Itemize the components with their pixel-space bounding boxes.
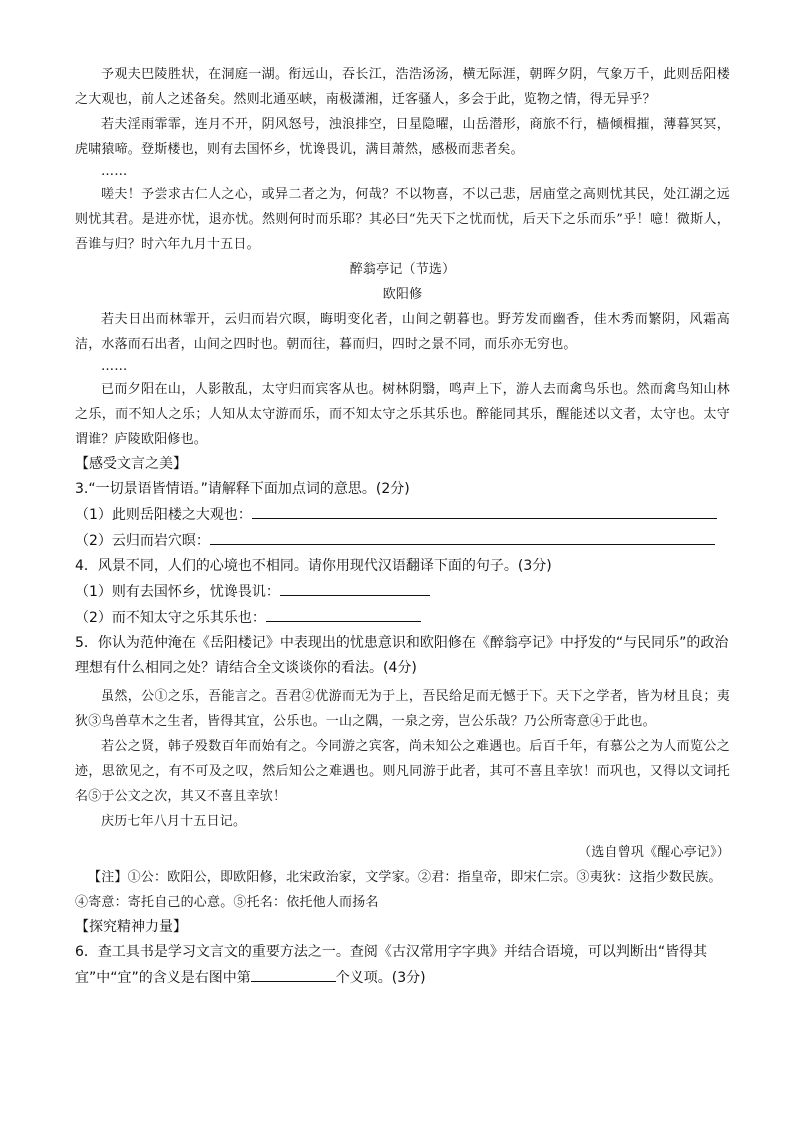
- question-4-item-2-label: （2）而不知太守之乐其乐也：: [75, 610, 266, 626]
- passage3-paragraph-2: 若公之贤，韩子殁数百年而始有之。今同游之宾客，尚未知公之难遇也。后百千年，有慕公之为人而览公之迹，思欲见之，有不可及之叹，然后知公之难遇也。则凡同游于此者，其可不喜且幸欤！而巩也，又得以文词托名⑤于公文之次，其又不喜且幸欤！: [75, 739, 730, 804]
- passage3-paragraph-3: 庆历七年八月十五日记。: [101, 814, 247, 829]
- passage2-title: 醉翁亭记（节选）: [349, 262, 456, 277]
- answer-blank-3-2[interactable]: [210, 528, 715, 545]
- question-5: 5．你认为范仲淹在《岳阳楼记》中表现出的忧患意识和欧阳修在《醉翁亭记》中抒发的“与民同乐”的政治理想有什么相同之处？请结合全文谈谈你的看法。(4分): [75, 635, 729, 676]
- passage2-paragraph-1: 若夫日出而林霏开，云归而岩穴暝，晦明变化者，山间之朝暮也。野芳发而幽香，佳木秀而繁阴，风霜高洁，水落而石出者，山间之四时也。朝而往，暮而归，四时之景不同，而乐亦无穷也。: [75, 312, 730, 352]
- answer-blank-6[interactable]: [251, 965, 336, 982]
- question-6-text-end: 个义项。(3分): [335, 970, 426, 986]
- passage1-ellipsis: ……: [101, 164, 128, 179]
- answer-blank-3-1[interactable]: [252, 502, 717, 519]
- passage2-author: 欧阳修: [382, 287, 423, 302]
- passage1-paragraph-1: 予观夫巴陵胜状，在洞庭一湖。衔远山，吞长江，浩浩汤汤，横无际涯，朝晖夕阴，气象万千，此则岳阳楼之大观也，前人之述备矣。然则北通巫峡，南极潇湘，迁客骚人，多会于此，览物之情，得无异乎？: [75, 67, 730, 107]
- question-3: 3.“一切景语皆情语。”请解释下面加点词的意思。(2分): [75, 481, 410, 497]
- question-4-item-2: [75, 605, 730, 631]
- section-heading-appreciate: 【感受文言之美】: [75, 456, 187, 472]
- question-4: 4．风景不同，人们的心境也不相同。请你用现代汉语翻译下面的句子。(3分): [75, 558, 552, 574]
- question-4-item-1-label: （1）则有去国怀乡，忧谗畏讥：: [75, 584, 280, 600]
- passage2-ellipsis: ……: [101, 359, 128, 374]
- question-3-item-1: [75, 502, 730, 528]
- question-3-item-2-label: （2）云归而岩穴暝：: [75, 533, 210, 549]
- exam-page: [75, 62, 730, 991]
- answer-blank-4-2[interactable]: [266, 605, 421, 622]
- question-4-item-1: [75, 579, 730, 605]
- passage1-paragraph-2: 若夫淫雨霏霏，连月不开，阴风怒号，浊浪排空，日星隐曜，山岳潜形，商旅不行，樯倾楫摧，薄暮冥冥，虎啸猿啼。登斯楼也，则有去国怀乡，忧谗畏讥，满目萧然，感极而悲者矣。: [75, 117, 730, 157]
- passage3-paragraph-1: 虽然，公①之乐，吾能言之。吾君②优游而无为于上，吾民给足而无憾于下。天下之学者，皆为材且良；夷狄③鸟兽草木之生者，皆得其宜，公乐也。一山之隅，一泉之旁，岂公乐哉？乃公所寄意④于此也。: [75, 689, 730, 729]
- answer-blank-4-1[interactable]: [280, 579, 430, 596]
- question-3-item-1-label: （1）此则岳阳楼之大观也：: [75, 507, 252, 523]
- question-6-text: 6．查工具书是学习文言文的重要方法之一。查阅《古汉常用字字典》并结合语境，可以判断出“皆得其宜”中“宜”的含义是右图中第: [75, 944, 708, 986]
- question-3-item-2: [75, 528, 730, 554]
- passage2-paragraph-2: 已而夕阳在山，人影散乱，太守归而宾客从也。树林阴翳，鸣声上下，游人去而禽鸟乐也。然而禽鸟知山林之乐，而不知人之乐；人知从太守游而乐，而不知太守之乐其乐也。醉能同其乐，醒能述以文者，太守也。太守谓谁？庐陵欧阳修也。: [75, 382, 730, 447]
- question-6: [75, 940, 730, 991]
- passage1-paragraph-3: 嗟夫！予尝求古仁人之心，或异二者之为，何哉？不以物喜，不以己悲，居庙堂之高则忧其民，处江湖之远则忧其君。是进亦忧，退亦忧。然则何时而乐耶？其必曰“先天下之忧而忧，后天下之乐而乐”乎！噫！微斯人，吾谁与归？时六年九月十五日。: [75, 187, 730, 252]
- passage3-notes: 【注】①公：欧阳公，即欧阳修，北宋政治家，文学家。②君：指皇帝，即宋仁宗。③夷狄：这指少数民族。④寄意：寄托自己的心意。⑤托名：依托他人而扬名: [75, 870, 722, 910]
- passage3-source: （选自曾巩《醒心亭记》）: [578, 845, 730, 860]
- section-heading-explore: 【探究精神力量】: [75, 919, 187, 935]
